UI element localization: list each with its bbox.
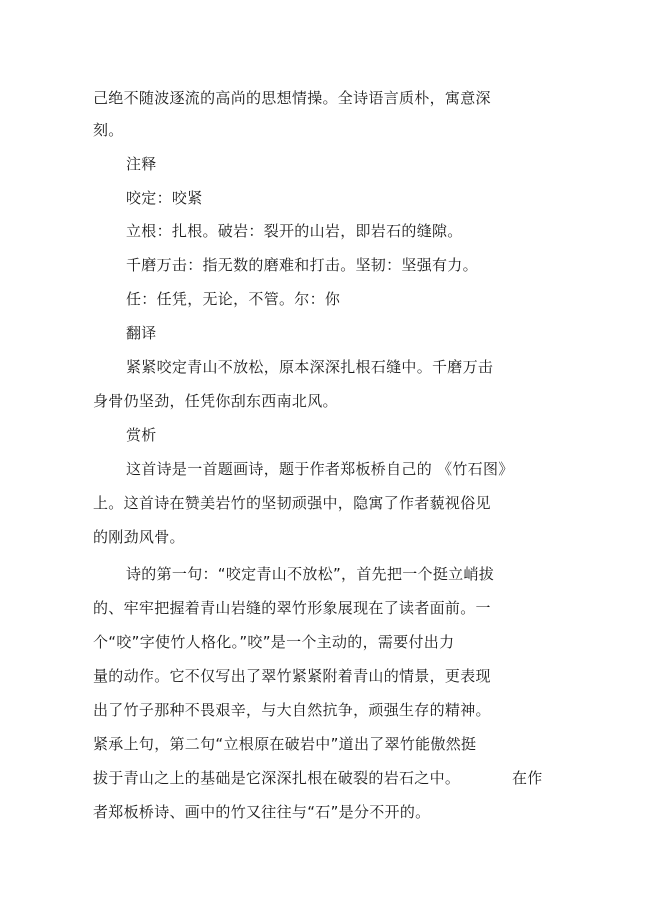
appreciation-line: 的刚劲风骨。 xyxy=(93,528,185,546)
translation-line: 紧紧咬定青山不放松，原本深深扎根石缝中。千磨万击 xyxy=(126,358,494,376)
appreciation-line: 拔于青山之上的基础是它深深扎根在破裂的岩石之中。 xyxy=(93,769,461,787)
appreciation-line: 在作 xyxy=(512,769,543,787)
notes-heading: 注释 xyxy=(126,155,157,173)
appreciation-line: 出了竹子那种不畏艰辛，与大自然抗争，顽强生存的精神。 xyxy=(93,701,491,719)
appreciation-line: 量的动作。它不仅写出了翠竹紧紧附着青山的情景，更表现 xyxy=(93,667,491,685)
translation-heading: 翻译 xyxy=(126,324,157,342)
appreciation-line: 者郑板桥诗、画中的竹又往往与“石”是分不开的。 xyxy=(93,803,431,821)
appreciation-line: 个“咬”字使竹人格化。”咬”是一个主动的，需要付出力 xyxy=(93,633,455,651)
note-item: 任：任凭，无论，不管。尔：你 xyxy=(126,290,341,308)
translation-line: 身骨仍坚劲，任凭你刮东西南北风。 xyxy=(93,392,338,410)
intro-line: 刻。 xyxy=(93,121,124,139)
appreciation-heading: 赏析 xyxy=(126,426,157,444)
note-item: 咬定：咬紧 xyxy=(126,189,203,207)
appreciation-line: 这首诗是一首题画诗，题于作者郑板桥自己的 《竹石图》 xyxy=(126,460,514,478)
appreciation-line: 上。这首诗在赞美岩竹的坚韧顽强中，隐寓了作者藐视俗见 xyxy=(93,494,491,512)
appreciation-line: 诗的第一句：“咬定青山不放松”，首先把一个挺立峭拔 xyxy=(126,565,495,583)
note-item: 千磨万击：指无数的磨难和打击。坚韧：坚强有力。 xyxy=(126,256,478,274)
intro-line: 己绝不随波逐流的高尚的思想情操。全诗语言质朴，寓意深 xyxy=(93,89,491,107)
appreciation-line: 的、牢牢把握着青山岩缝的翠竹形象展现在了读者面前。一 xyxy=(93,599,491,617)
note-item: 立根：扎根。破岩：裂开的山岩，即岩石的缝隙。 xyxy=(126,222,463,240)
appreciation-line: 紧承上句，第二句“立根原在破岩中”道出了翠竹能傲然挺 xyxy=(93,735,477,753)
